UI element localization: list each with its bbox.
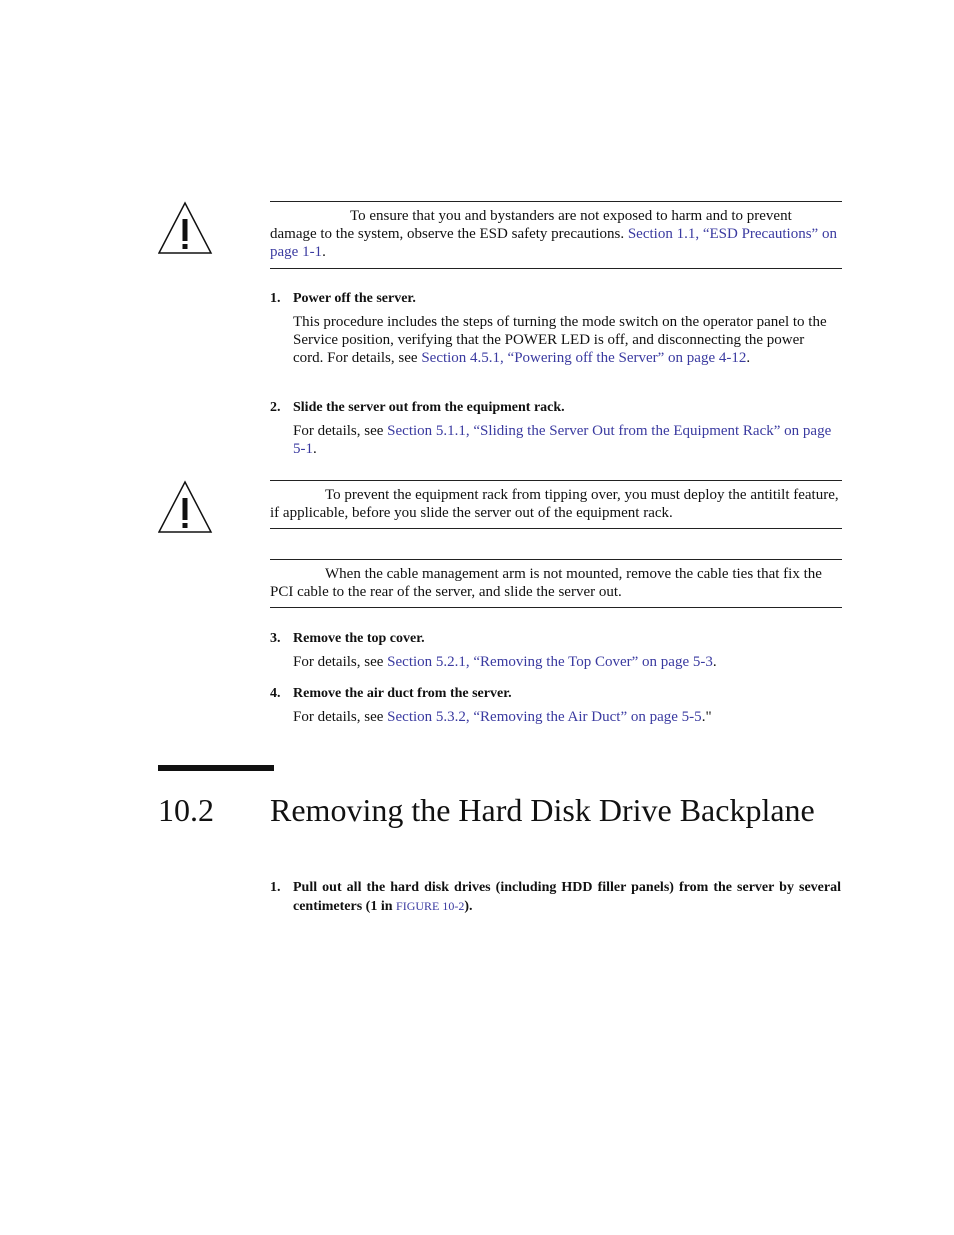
step-body: For details, see Section 5.1.1, “Sliding the Server Out from the Equipment Rack” on page 5-1. xyxy=(293,423,832,457)
step-heading: Remove the top cover. xyxy=(293,631,425,646)
caution-triangle-icon xyxy=(158,480,214,534)
note-bottom-rule xyxy=(270,607,842,608)
esd-precautions-link[interactable]: Section 1.1, “ESD Precautions” on page 1-1 xyxy=(270,226,837,260)
step-body: This procedure includes the steps of turning the mode switch on the operator panel to the Service position, verifying that the POWER LED is off, and disconnecting the power cord. For details, see Section 4.5.1, “Powering off the Server” on page 4-12. xyxy=(293,314,827,366)
powering-off-link[interactable]: Section 4.5.1, “Powering off the Server” on page 4-12 xyxy=(421,350,747,366)
step-heading: Pull out all the hard disk drives (including HDD filler panels) from the server by several centimeters (1 in FIGURE 10-2). xyxy=(293,880,841,914)
caution-triangle-icon xyxy=(158,201,214,255)
step-heading: Slide the server out from the equipment rack. xyxy=(293,400,565,415)
section-heading-bar xyxy=(158,765,274,771)
caution-bottom-rule xyxy=(270,528,842,529)
figure-reference-link[interactable]: FIGURE 10-2 xyxy=(396,899,465,913)
caution-top-rule xyxy=(270,201,842,202)
removing-air-duct-link[interactable]: Section 5.3.2, “Removing the Air Duct” on page 5-5 xyxy=(387,709,702,725)
note-text: When the cable management arm is not mounted, remove the cable ties that fix the PCI cable to the rear of the server, and slide the server out. xyxy=(270,566,822,600)
sliding-server-link[interactable]: Section 5.1.1, “Sliding the Server Out from the Equipment Rack” on page 5-1 xyxy=(293,423,832,457)
section-number: 10.2 xyxy=(158,792,214,828)
removing-top-cover-link[interactable]: Section 5.2.1, “Removing the Top Cover” on page 5-3 xyxy=(387,654,713,670)
step-number: 4. xyxy=(270,686,281,701)
caution-text: To prevent the equipment rack from tipping over, you must deploy the antitilt feature, if applicable, before you slide the server out of the equipment rack. xyxy=(270,487,839,521)
step-body: For details, see Section 5.3.2, “Removing the Air Duct” on page 5-5." xyxy=(293,709,712,725)
caution-bottom-rule xyxy=(270,268,842,269)
step-number: 1. xyxy=(270,880,281,895)
step-number: 1. xyxy=(270,291,281,306)
caution-top-rule xyxy=(270,480,842,481)
step-number: 3. xyxy=(270,631,281,646)
note-top-rule xyxy=(270,559,842,560)
caution-body: To ensure that you and bystanders are not exposed to harm and to prevent damage to the system, observe the ESD safety precautions. xyxy=(270,208,792,242)
caution-text: To ensure that you and bystanders are not exposed to harm and to prevent damage to the system, observe the ESD safety precautions. Section 1.1, “ESD Precautions” on page 1-1. xyxy=(270,208,837,260)
step-heading: Remove the air duct from the server. xyxy=(293,686,512,701)
step-number: 2. xyxy=(270,400,281,415)
section-title: Removing the Hard Disk Drive Backplane xyxy=(270,792,815,828)
step-heading: Power off the server. xyxy=(293,291,416,306)
step-body: For details, see Section 5.2.1, “Removing the Top Cover” on page 5-3. xyxy=(293,654,717,670)
